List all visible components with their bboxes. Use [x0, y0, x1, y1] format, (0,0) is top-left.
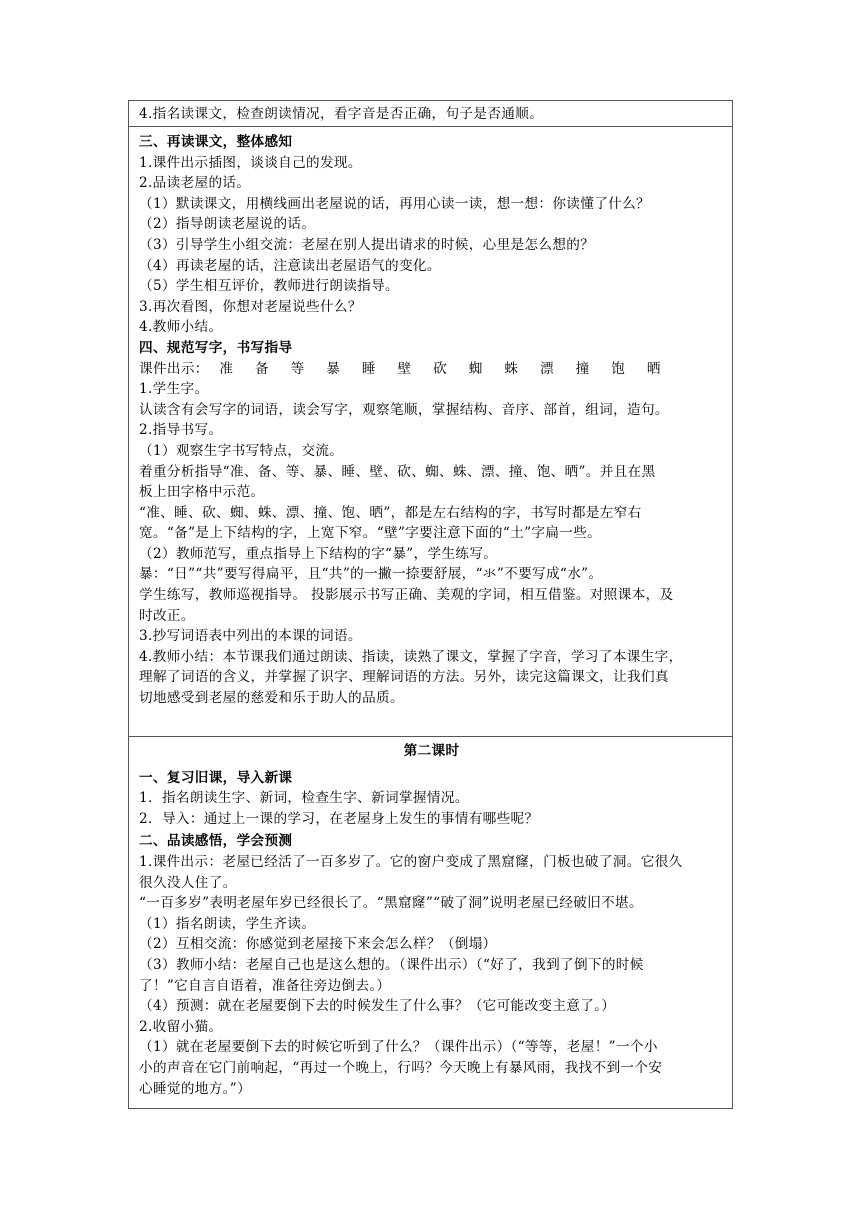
- list-item: （2）互相交流：你感觉到老屋接下来会怎么样？（倒塌）: [139, 936, 497, 953]
- part-heading-1: 一、复习旧课，导入新课: [139, 769, 293, 786]
- char-item: 等: [290, 360, 305, 377]
- list-item: 1.学生字。: [139, 381, 209, 398]
- char-item: 漂: [540, 360, 554, 377]
- list-item: （1）指名朗读，学生齐读。: [139, 915, 316, 932]
- section-heading-3: 三、再读课文，整体感知: [139, 134, 293, 150]
- list-item: （1）观察生字书写特点，交流。: [139, 442, 344, 459]
- list-item: 1.课件出示：老屋已经活了一百多岁了。它的窗户变成了黑窟窿，门板也破了洞。它很久: [139, 853, 683, 870]
- section-heading-4: 四、规范写字，书写指导: [139, 339, 293, 356]
- char-item: 砍: [433, 360, 448, 377]
- lesson-plan-table: [128, 100, 733, 1109]
- list-item: “准、睡、砍、蜘、蛛、漂、撞、饱、晒”，都是左右结构的字，书写时都是左窄右: [139, 504, 642, 521]
- list-item: 3.抄写词语表中列出的本课的词语。: [139, 628, 362, 645]
- list-item: 认读含有会写字的词语，读会写字，观察笔顺，掌握结构、音序、部首，组词，造句。: [139, 401, 669, 418]
- list-item: 宽。“备”是上下结构的字，上宽下窄。“壁”字要注意下面的“土”字扁一些。: [139, 525, 602, 542]
- character-list: [139, 359, 724, 380]
- list-item: （4）预测：就在老屋要倒下去的时候发生了什么事？（它可能改变主意了。）: [139, 998, 616, 1015]
- list-item: （1）就在老屋要倒下去的时候它听到了什么？（课件出示）（“等等，老屋！”一个小: [139, 1039, 658, 1056]
- char-item: 备: [255, 360, 269, 377]
- char-item: 蜘: [468, 360, 483, 377]
- list-item: 1．指名朗读生字、新词，检查生字、新词掌握情况。: [139, 790, 469, 807]
- list-item: 很久没人住了。: [139, 874, 237, 891]
- list-item: （2）教师范写，重点指导上下结构的字“暴”，学生练写。: [139, 545, 498, 562]
- list-item: 了！”它自言自语着，准备往旁边倒去。）: [139, 977, 391, 994]
- list-item: 3.再次看图，你想对老屋说些什么？: [139, 298, 362, 315]
- table-row: [139, 132, 724, 709]
- list-item: （1）默读课文，用横线画出老屋说的话，再用心读一读，想一想：你读懂了什么？: [139, 195, 650, 212]
- list-item: 2．导入：通过上一课的学习，在老屋身上发生的事情有哪些呢？: [139, 810, 539, 827]
- list-item: 暴：“日”“共”要写得扁平，且“共”的一撇一捺要舒展，“氺”不要写成“水”。: [139, 566, 603, 583]
- list-item: 着重分析指导“准、备、等、暴、睡、壁、砍、蜘、蛛、漂、撞、饱、晒”。并且在黑: [139, 463, 656, 480]
- list-item: （4）再读老屋的话，注意读出老屋语气的变化。: [139, 257, 441, 274]
- list-item: 4.教师小结。: [139, 319, 223, 336]
- char-item: 饱: [611, 360, 626, 377]
- table-row: [139, 104, 724, 125]
- list-item: 4.教师小结：本节课我们通过朗读、指读，读熟了课文，掌握了字音，学习了本课生字，: [139, 648, 683, 665]
- char-item: 准: [219, 360, 234, 377]
- char-item: 撞: [575, 360, 590, 377]
- char-item: 睡: [361, 360, 376, 377]
- list-item: 板上田字格中示范。: [139, 484, 265, 501]
- table-row: [139, 741, 724, 1099]
- list-item: 心睡觉的地方。”）: [139, 1080, 252, 1097]
- list-item: 2.品读老屋的话。: [139, 175, 251, 192]
- lesson-title: 第二课时: [403, 743, 460, 759]
- list-item: （2）指导朗读老屋说的话。: [139, 216, 316, 233]
- top-line: 4.指名读课文，检查朗读情况，看字音是否正确，句子是否通顺。: [139, 106, 544, 122]
- list-item: 2.指导书写。: [139, 422, 223, 439]
- list-item: “一百多岁”表明老屋年岁已经很长了。“黑窟窿”“破了洞”说明老屋已经破旧不堪。: [139, 895, 643, 912]
- list-item: 1.课件出示插图，谈谈自己的发现。: [139, 154, 362, 171]
- list-item: 理解了词语的含义，并掌握了识字、理解词语的方法。另外，读完这篇课文，让我们真: [139, 669, 669, 686]
- list-item: 小的声音在它门前响起，“再过一个晚上，行吗？今天晚上有暴风雨，我找不到一个安: [139, 1059, 663, 1076]
- char-item: 晒: [646, 360, 661, 377]
- char-item: 蛛: [504, 360, 519, 377]
- list-item: 时改正。: [139, 607, 195, 624]
- list-item: （3）教师小结：老屋自己也是这么想的。（课件出示）（“好了，我到了倒下的时候: [139, 956, 644, 973]
- part-heading-2: 二、品读感悟，学会预测: [139, 833, 293, 850]
- char-item: 壁: [397, 360, 412, 377]
- char-item: 暴: [326, 360, 341, 377]
- list-item: 切地感受到老屋的慈爱和乐于助人的品质。: [139, 690, 404, 707]
- row-divider: [129, 736, 732, 737]
- list-item: （3）引导学生小组交流：老屋在别人提出请求的时候，心里是怎么想的？: [139, 236, 595, 253]
- list-item: （5）学生相互评价，教师进行朗读指导。: [139, 278, 399, 295]
- chars-label: 课件出示：: [139, 360, 209, 377]
- list-item: 2.收留小猫。: [139, 1018, 223, 1035]
- list-item: 学生练写，教师巡视指导。 投影展示书写正确、美观的字词，相互借鉴。对照课本，及: [139, 587, 674, 604]
- row-divider: [129, 126, 732, 127]
